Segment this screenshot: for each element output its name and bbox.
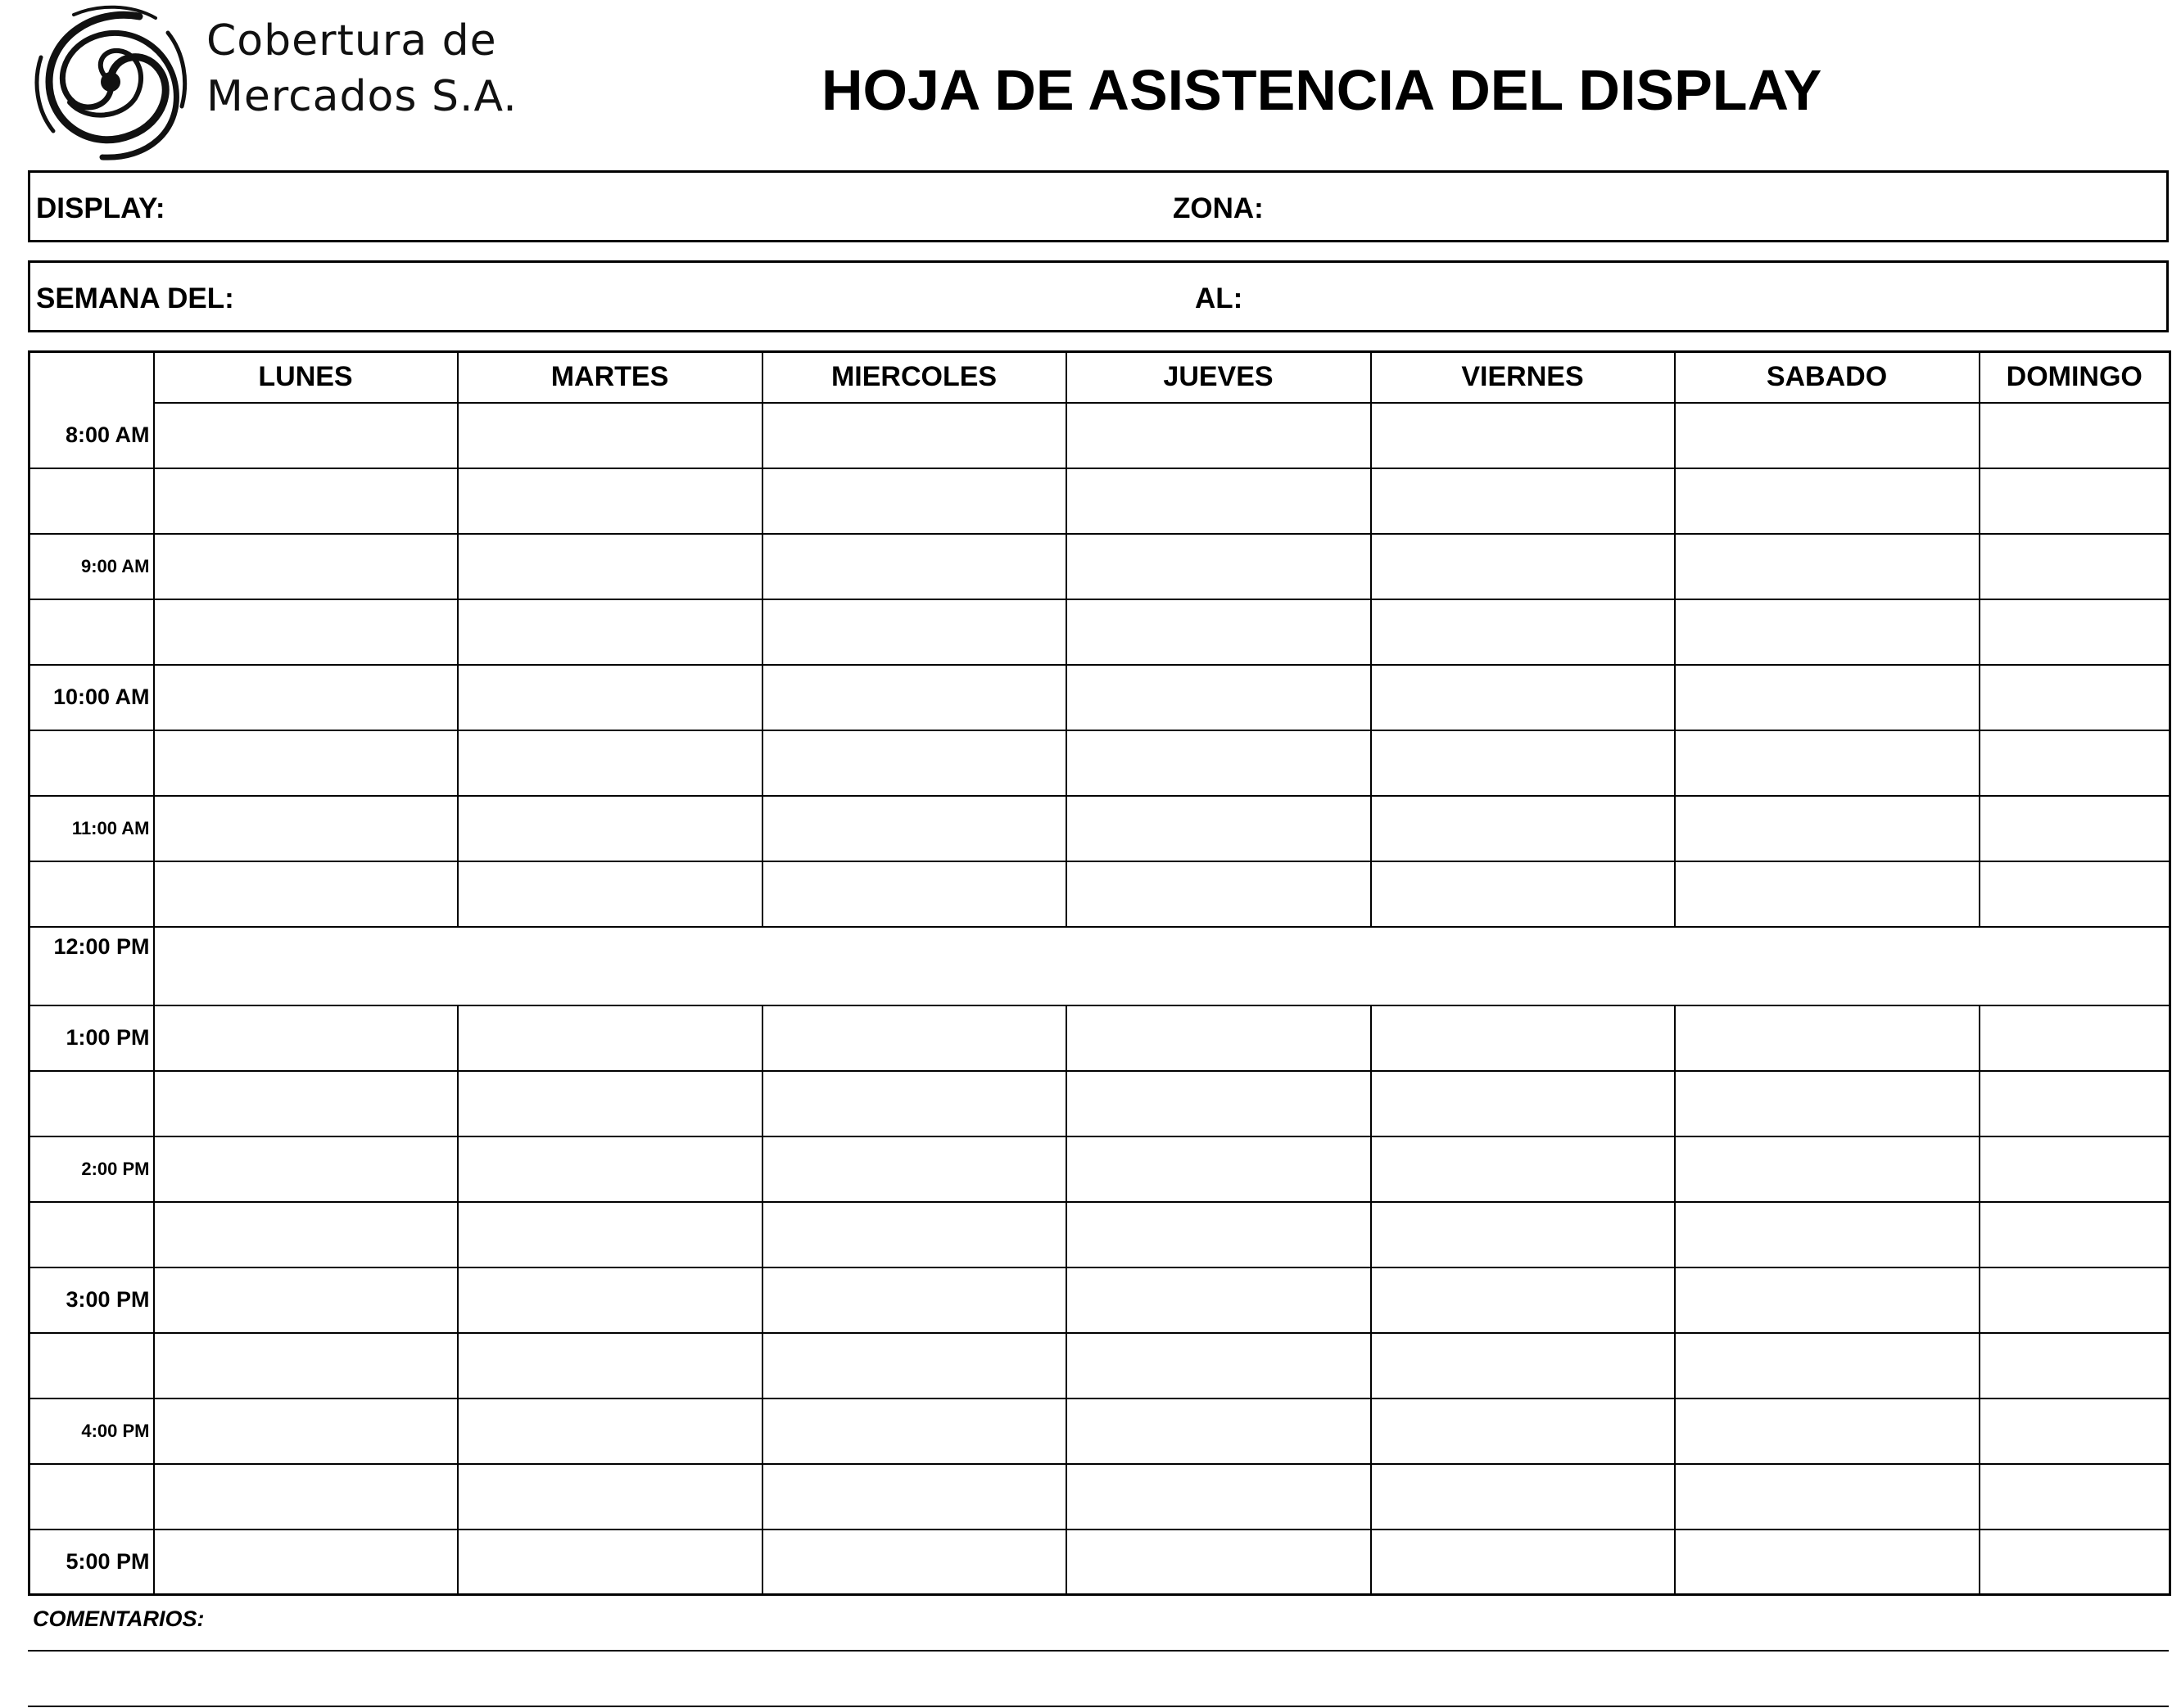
schedule-cell[interactable] [458, 1333, 762, 1398]
schedule-cell[interactable] [1675, 599, 1980, 665]
schedule-cell[interactable] [1371, 1464, 1675, 1530]
schedule-cell[interactable] [1675, 534, 1980, 599]
day-header-domingo: DOMINGO [1980, 352, 2170, 403]
schedule-cell[interactable] [1675, 1005, 1980, 1071]
semana-del-label: SEMANA DEL: [36, 282, 234, 314]
schedule-cell[interactable] [1066, 1464, 1371, 1530]
schedule-cell[interactable] [458, 861, 762, 927]
schedule-cell[interactable] [762, 665, 1066, 730]
schedule-cell[interactable] [458, 1136, 762, 1202]
day-header-sabado: SABADO [1675, 352, 1980, 403]
schedule-cell[interactable] [1371, 599, 1675, 665]
schedule-cell[interactable] [1980, 1136, 2170, 1202]
schedule-cell[interactable] [1371, 1333, 1675, 1398]
schedule-cell[interactable] [762, 796, 1066, 861]
schedule-cell[interactable] [762, 1398, 1066, 1464]
time-label-blank [29, 1333, 154, 1398]
day-header-jueves: JUEVES [1066, 352, 1371, 403]
schedule-cell[interactable] [1371, 1136, 1675, 1202]
day-header-martes: MARTES [458, 352, 762, 403]
company-logo [25, 0, 518, 164]
schedule-cell[interactable] [1066, 665, 1371, 730]
page-title: HOJA DE ASISTENCIA DEL DISPLAY [821, 58, 1822, 122]
schedule-cell[interactable] [1066, 1530, 1371, 1595]
schedule-cell[interactable] [154, 1333, 458, 1398]
schedule-cell[interactable] [1980, 1202, 2170, 1267]
schedule-cell[interactable] [1371, 534, 1675, 599]
day-header-miercoles: MIERCOLES [762, 352, 1066, 403]
time-label-10am: 10:00 AM [29, 665, 154, 730]
schedule-cell[interactable] [154, 1202, 458, 1267]
schedule-cell[interactable] [762, 1136, 1066, 1202]
schedule-cell[interactable] [1980, 599, 2170, 665]
corner-header [29, 352, 154, 403]
schedule-cell[interactable] [1371, 1071, 1675, 1136]
time-label-12pm: 12:00 PM [29, 927, 154, 1005]
schedule-cell[interactable] [154, 861, 458, 927]
schedule-cell[interactable] [762, 403, 1066, 468]
schedule-cell[interactable] [154, 403, 458, 468]
schedule-cell[interactable] [1066, 796, 1371, 861]
schedule-cell[interactable] [458, 1202, 762, 1267]
schedule-cell[interactable] [1675, 730, 1980, 796]
schedule-cell[interactable] [762, 1530, 1066, 1595]
schedule-cell[interactable] [458, 730, 762, 796]
comment-line-2[interactable] [28, 1706, 2169, 1707]
schedule-cell[interactable] [1371, 468, 1675, 534]
time-label-3pm: 3:00 PM [29, 1267, 154, 1333]
schedule-cell[interactable] [1675, 665, 1980, 730]
schedule-cell[interactable] [458, 1071, 762, 1136]
schedule-cell[interactable] [458, 665, 762, 730]
schedule-cell[interactable] [762, 599, 1066, 665]
time-label-9am: 9:00 AM [29, 534, 154, 599]
schedule-cell[interactable] [1066, 730, 1371, 796]
schedule-cell[interactable] [1371, 1398, 1675, 1464]
time-label-blank [29, 1202, 154, 1267]
schedule-cell[interactable] [1371, 1267, 1675, 1333]
schedule-cell[interactable] [1371, 403, 1675, 468]
time-label-5pm: 5:00 PM [29, 1530, 154, 1595]
time-label-blank [29, 861, 154, 927]
schedule-cell[interactable] [1066, 534, 1371, 599]
schedule-cell[interactable] [154, 1136, 458, 1202]
schedule-cell[interactable] [458, 796, 762, 861]
schedule-cell[interactable] [154, 1267, 458, 1333]
schedule-cell[interactable] [762, 1464, 1066, 1530]
schedule-cell[interactable] [1980, 665, 2170, 730]
schedule-cell[interactable] [154, 665, 458, 730]
schedule-cell[interactable] [1066, 1202, 1371, 1267]
schedule-cell[interactable] [154, 468, 458, 534]
lunch-break-row[interactable] [154, 927, 2170, 1005]
schedule-cell[interactable] [762, 861, 1066, 927]
schedule-cell[interactable] [1675, 861, 1980, 927]
schedule-cell[interactable] [1066, 599, 1371, 665]
schedule-cell[interactable] [1675, 1136, 1980, 1202]
schedule-cell[interactable] [458, 1005, 762, 1071]
time-label-blank [29, 599, 154, 665]
logo-name-line2: Mercados S.A. [206, 72, 518, 121]
time-label-1pm: 1:00 PM [29, 1005, 154, 1071]
schedule-cell[interactable] [1371, 730, 1675, 796]
comments-label: COMENTARIOS: [33, 1606, 205, 1631]
time-label-blank [29, 1464, 154, 1530]
schedule-cell[interactable] [1675, 403, 1980, 468]
time-label-4pm: 4:00 PM [29, 1398, 154, 1464]
schedule-cell[interactable] [762, 1005, 1066, 1071]
time-label-blank [29, 1071, 154, 1136]
schedule-cell[interactable] [1675, 1530, 1980, 1595]
schedule-cell[interactable] [458, 1267, 762, 1333]
schedule-cell[interactable] [458, 1464, 762, 1530]
schedule-cell[interactable] [1066, 1071, 1371, 1136]
time-label-2pm: 2:00 PM [29, 1136, 154, 1202]
schedule-cell[interactable] [1980, 1530, 2170, 1595]
display-zona-box [28, 170, 2169, 242]
schedule-cell[interactable] [458, 403, 762, 468]
schedule-cell[interactable] [1371, 665, 1675, 730]
schedule-cell[interactable] [1980, 796, 2170, 861]
schedule-cell[interactable] [1980, 861, 2170, 927]
schedule-cell[interactable] [1371, 1005, 1675, 1071]
time-label-blank [29, 468, 154, 534]
schedule-cell[interactable] [762, 534, 1066, 599]
schedule-cell[interactable] [762, 730, 1066, 796]
schedule-cell[interactable] [154, 1398, 458, 1464]
schedule-cell[interactable] [154, 730, 458, 796]
schedule-cell[interactable] [154, 1005, 458, 1071]
time-label-blank [29, 730, 154, 796]
schedule-cell[interactable] [458, 534, 762, 599]
zona-label: ZONA: [1173, 192, 1264, 224]
schedule-cell[interactable] [1066, 1333, 1371, 1398]
schedule-cell[interactable] [762, 1202, 1066, 1267]
schedule-cell[interactable] [1980, 730, 2170, 796]
attendance-schedule-table [28, 350, 2171, 1596]
schedule-cell[interactable] [458, 1398, 762, 1464]
day-header-lunes: LUNES [154, 352, 458, 403]
time-label-11am: 11:00 AM [29, 796, 154, 861]
schedule-cell[interactable] [1675, 1267, 1980, 1333]
comment-line-1[interactable] [28, 1650, 2169, 1652]
schedule-cell[interactable] [458, 1530, 762, 1595]
schedule-cell[interactable] [1980, 1398, 2170, 1464]
al-label: AL: [1195, 282, 1243, 314]
schedule-cell[interactable] [1371, 1202, 1675, 1267]
schedule-cell[interactable] [1066, 1398, 1371, 1464]
schedule-cell[interactable] [154, 1071, 458, 1136]
day-header-viernes: VIERNES [1371, 352, 1675, 403]
schedule-cell[interactable] [154, 599, 458, 665]
schedule-cell[interactable] [154, 1464, 458, 1530]
schedule-cell[interactable] [1980, 1333, 2170, 1398]
schedule-cell[interactable] [1371, 861, 1675, 927]
schedule-cell[interactable] [154, 534, 458, 599]
display-label: DISPLAY: [36, 192, 165, 224]
schedule-cell[interactable] [1980, 1071, 2170, 1136]
schedule-cell[interactable] [1980, 534, 2170, 599]
schedule-cell[interactable] [1066, 1005, 1371, 1071]
schedule-cell[interactable] [1066, 1267, 1371, 1333]
schedule-cell[interactable] [1980, 468, 2170, 534]
schedule-cell[interactable] [1675, 1398, 1980, 1464]
schedule-cell[interactable] [762, 1071, 1066, 1136]
schedule-cell[interactable] [458, 468, 762, 534]
schedule-cell[interactable] [1980, 1464, 2170, 1530]
schedule-cell[interactable] [1066, 861, 1371, 927]
schedule-cell[interactable] [762, 1333, 1066, 1398]
schedule-cell[interactable] [762, 468, 1066, 534]
schedule-cell[interactable] [154, 796, 458, 861]
schedule-cell[interactable] [1980, 1005, 2170, 1071]
schedule-cell[interactable] [1066, 403, 1371, 468]
schedule-cell[interactable] [1066, 468, 1371, 534]
schedule-cell[interactable] [154, 1530, 458, 1595]
week-range-box [28, 260, 2169, 332]
schedule-cell[interactable] [1675, 1333, 1980, 1398]
schedule-cell[interactable] [1371, 796, 1675, 861]
schedule-cell[interactable] [458, 599, 762, 665]
schedule-cell[interactable] [1675, 1464, 1980, 1530]
logo-name-line1: Cobertura de [206, 16, 497, 66]
schedule-cell[interactable] [762, 1267, 1066, 1333]
schedule-cell[interactable] [1675, 468, 1980, 534]
schedule-cell[interactable] [1980, 1267, 2170, 1333]
schedule-cell[interactable] [1371, 1530, 1675, 1595]
schedule-cell[interactable] [1980, 403, 2170, 468]
time-label-8am: 8:00 AM [29, 403, 154, 468]
schedule-cell[interactable] [1066, 1136, 1371, 1202]
swirl-logo-icon [25, 0, 197, 164]
schedule-cell[interactable] [1675, 1202, 1980, 1267]
schedule-cell[interactable] [1675, 1071, 1980, 1136]
schedule-cell[interactable] [1675, 796, 1980, 861]
